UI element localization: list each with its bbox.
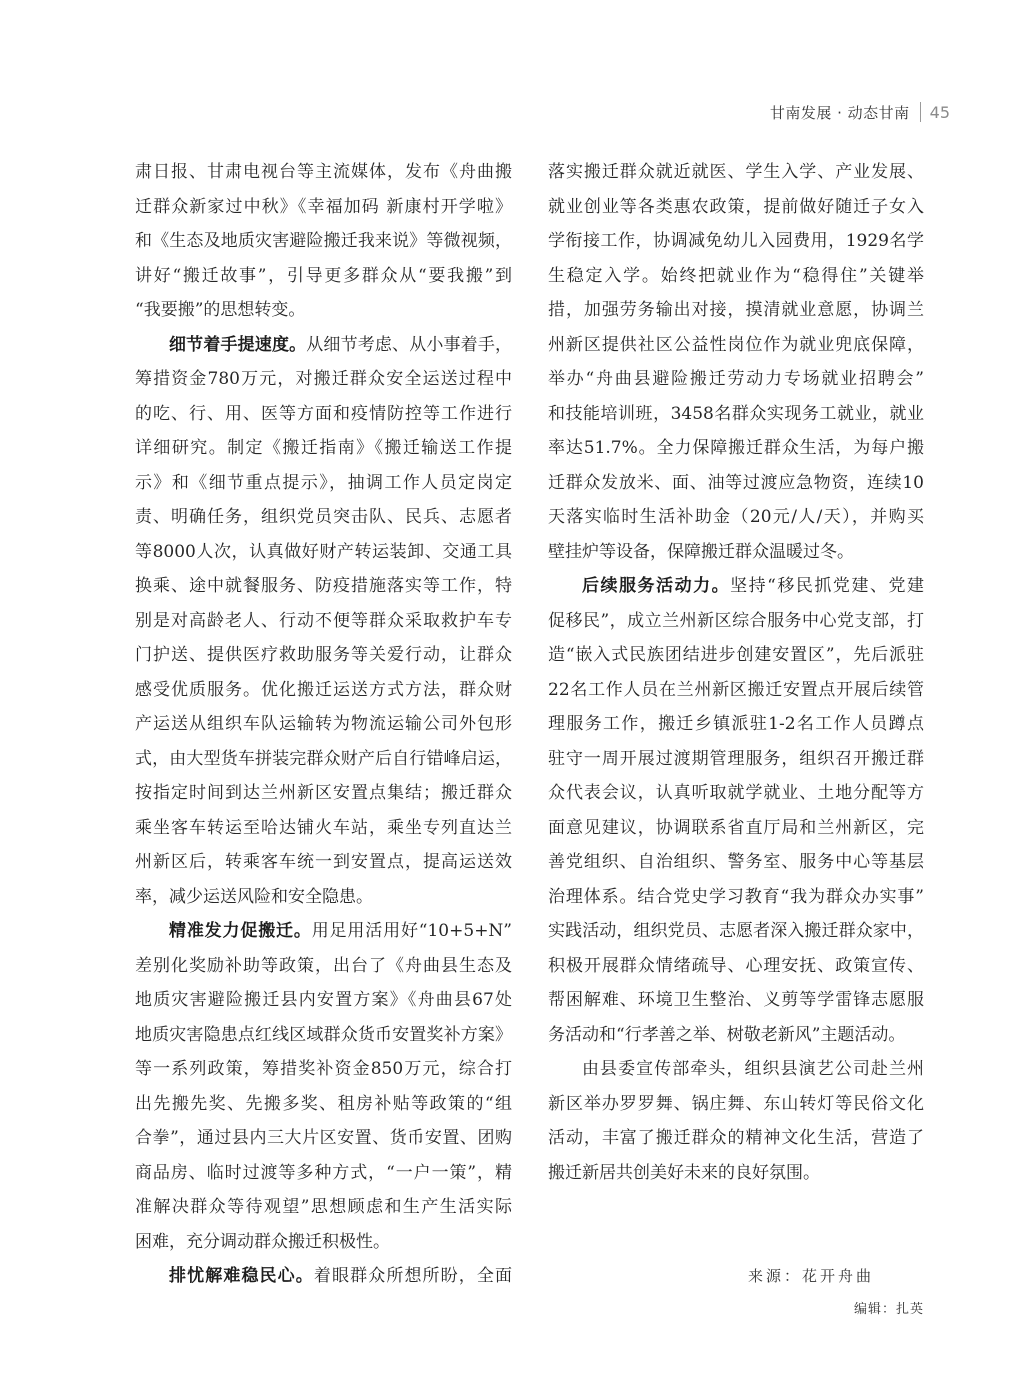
text-line xyxy=(135,500,512,535)
section-heading: 细节着手提速度。 xyxy=(169,334,307,355)
text-line xyxy=(548,1156,924,1191)
line-text: 措，加强劳务输出对接，摸清就业意愿，协调兰 xyxy=(548,300,924,320)
text-line xyxy=(135,1225,512,1260)
line-text: 和《生态及地质灾害避险搬迁我来说》等微视频， xyxy=(135,231,512,251)
line-text: 式，由大型货车拼装完群众财产后自行错峰启运， xyxy=(135,748,512,769)
editor-credit: 编辑：扎英 xyxy=(854,1302,925,1317)
line-text: 面意见建议，协调联系省直厅局和兰州新区，完 xyxy=(548,817,924,838)
section-heading: 排忧解难稳民心。 xyxy=(169,1266,314,1286)
text-line xyxy=(548,466,924,501)
running-header xyxy=(770,100,950,124)
line-text: 驻守一周开展过渡期管理服务，组织召开搬迁群 xyxy=(548,748,924,769)
line-text: 乘坐客车转运至哈达铺火车站，乘坐专列直达兰 xyxy=(135,817,512,838)
source-credit: 来源：花开舟曲 xyxy=(748,1267,875,1285)
text-line xyxy=(548,1087,924,1122)
line-text: 积极开展群众情绪疏导、心理安抚、政策宣传、 xyxy=(548,955,924,976)
line-text: 讲好“搬迁故事”，引导更多群众从“要我搬”到 xyxy=(135,265,512,286)
text-line xyxy=(548,431,924,466)
text-line xyxy=(548,914,924,949)
text-line xyxy=(548,293,924,328)
text-line xyxy=(548,604,924,639)
text-line xyxy=(135,914,512,949)
text-line xyxy=(548,811,924,846)
line-text: 商品房、临时过渡等多种方式，“一户一策”，精 xyxy=(135,1162,512,1183)
text-line xyxy=(135,431,512,466)
line-text: 州新区后，转乘客车统一到安置点，提高运送效 xyxy=(135,852,512,872)
line-text: 迁群众新家过中秋》《幸福加码 新康村开学啦》 xyxy=(135,196,512,217)
text-line xyxy=(548,1121,924,1156)
line-text: 别是对高龄老人、行动不便等群众采取救护车专 xyxy=(135,610,512,631)
text-line xyxy=(135,742,512,777)
text-line xyxy=(135,1052,512,1087)
line-text: 善党组织、自治组织、警务室、服务中心等基层 xyxy=(548,852,924,872)
line-text: 生稳定入学。始终把就业作为“稳得住”关键举 xyxy=(548,265,924,286)
line-text: 筹措资金780万元，对搬迁群众安全运送过程中 xyxy=(135,369,512,389)
line-text: 治理体系。结合党史学习教育“我为群众办实事” xyxy=(548,886,924,907)
line-text: 按指定时间到达兰州新区安置点集结；搬迁群众 xyxy=(135,783,512,803)
text-line xyxy=(548,1052,924,1087)
text-line xyxy=(135,1156,512,1191)
line-text: 产运送从组织车队运输转为物流运输公司外包形 xyxy=(135,714,512,734)
line-text: 实践活动，组织党员、志愿者深入搬迁群众家中， xyxy=(548,921,924,941)
text-line xyxy=(548,983,924,1018)
line-text: 众代表会议，认真听取就学就业、土地分配等方 xyxy=(548,783,924,803)
text-line xyxy=(548,328,924,363)
paragraph xyxy=(135,155,512,328)
text-line xyxy=(548,949,924,984)
line-text: 困难，充分调动群众搬迁积极性。 xyxy=(135,1231,390,1252)
line-text: 的吃、行、用、医等方面和疫情防控等工作进行 xyxy=(135,403,512,424)
text-line xyxy=(135,845,512,880)
line-text: 落实搬迁群众就近就医、学生入学、产业发展、 xyxy=(548,162,924,182)
line-text: 天落实临时生活补助金（20元/人/天），并购买 xyxy=(548,507,924,527)
line-text: 出先搬先奖、先搬多奖、租房补贴等政策的“组 xyxy=(135,1093,512,1114)
text-line xyxy=(548,638,924,673)
text-line xyxy=(135,949,512,984)
line-text: 率达51.7%。全力保障搬迁群众生活，为每户搬 xyxy=(548,438,924,458)
text-line xyxy=(135,604,512,639)
text-line xyxy=(548,259,924,294)
line-text: 新区举办罗罗舞、锅庄舞、东山转灯等民俗文化 xyxy=(548,1093,924,1114)
text-line xyxy=(135,1121,512,1156)
text-line xyxy=(135,362,512,397)
text-line xyxy=(548,362,924,397)
text-line xyxy=(135,535,512,570)
line-text: 22名工作人员在兰州新区搬迁安置点开展后续管 xyxy=(548,679,924,700)
section-heading: 精准发力促搬迁。 xyxy=(169,921,312,941)
line-text: 帮困解难、环境卫生整治、义剪等学雷锋志愿服 xyxy=(548,990,924,1010)
paragraph xyxy=(135,1259,512,1294)
text-line xyxy=(135,638,512,673)
page-number: 45 xyxy=(929,102,950,122)
line-text: 差别化奖励补助等政策，出台了《舟曲县生态及 xyxy=(135,955,512,976)
line-text: “我要搬”的思想转变。 xyxy=(135,300,306,320)
text-line xyxy=(135,880,512,915)
text-line xyxy=(135,1259,512,1294)
text-line xyxy=(135,397,512,432)
line-text: 就业创业等各类惠农政策，提前做好随迁子女入 xyxy=(548,196,924,217)
text-line xyxy=(135,293,512,328)
line-text: 由县委宣传部牵头，组织县演艺公司赴兰州 xyxy=(582,1059,924,1079)
line-text: 准解决群众等待观望”思想顾虑和生产生活实际 xyxy=(135,1197,512,1217)
line-text: 肃日报、甘肃电视台等主流媒体，发布《舟曲搬 xyxy=(135,162,512,182)
text-line xyxy=(135,1087,512,1122)
left-column xyxy=(135,155,512,1294)
text-line xyxy=(548,845,924,880)
text-line xyxy=(548,1018,924,1053)
line-text: 壁挂炉等设备，保障搬迁群众温暖过冬。 xyxy=(548,541,854,562)
line-text: 造“嵌入式民族团结进步创建安置区”，先后派驻 xyxy=(548,645,924,665)
text-line xyxy=(135,190,512,225)
text-line xyxy=(548,535,924,570)
paragraph xyxy=(548,1052,924,1190)
line-text: 地质灾害隐患点红线区域群众货币安置奖补方案》 xyxy=(135,1024,512,1045)
paragraph xyxy=(135,914,512,1259)
line-text: 学衔接工作，协调减免幼儿入园费用，1929名学 xyxy=(548,231,924,251)
line-text: 坚持“移民抓党建、党建 xyxy=(730,576,924,596)
text-line xyxy=(548,707,924,742)
text-line xyxy=(135,569,512,604)
text-line xyxy=(548,776,924,811)
text-line xyxy=(135,1190,512,1225)
line-text: 换乘、途中就餐服务、防疫措施落实等工作，特 xyxy=(135,576,512,596)
line-text: 迁群众发放米、面、油等过渡应急物资，连续10 xyxy=(548,472,924,493)
line-text: 从细节考虑、从小事着手， xyxy=(306,334,513,355)
line-text: 促移民”，成立兰州新区综合服务中心党支部，打 xyxy=(548,610,924,631)
text-line xyxy=(135,224,512,259)
line-text: 搬迁新居共创美好未来的良好氛围。 xyxy=(548,1162,820,1183)
text-line xyxy=(548,500,924,535)
header-section-title: 甘南发展 · 动态甘南 xyxy=(769,103,910,122)
line-text: 责、明确任务，组织党员突击队、民兵、志愿者 xyxy=(135,507,512,527)
text-line xyxy=(548,155,924,190)
line-text: 等一系列政策，筹措奖补资金850万元，综合打 xyxy=(135,1059,512,1079)
line-text: 率，减少运送风险和安全隐患。 xyxy=(135,886,373,907)
line-text: 等8000人次，认真做好财产转运装卸、交通工具 xyxy=(135,541,512,562)
text-line xyxy=(135,811,512,846)
text-line xyxy=(135,1018,512,1053)
line-text: 门护送、提供医疗救助服务等关爱行动，让群众 xyxy=(135,645,512,665)
line-text: 和技能培训班，3458名群众实现务工就业，就业 xyxy=(548,403,924,424)
text-line xyxy=(135,707,512,742)
line-text: 务活动和“行孝善之举、树敬老新风”主题活动。 xyxy=(548,1024,906,1045)
line-text: 举办“舟曲县避险搬迁劳动力专场就业招聘会” xyxy=(548,369,924,389)
text-line xyxy=(135,328,512,363)
text-line xyxy=(135,983,512,1018)
line-text: 着眼群众所想所盼，全面 xyxy=(313,1266,513,1286)
line-text: 示》和《细节重点提示》，抽调工作人员定岗定 xyxy=(135,472,512,493)
paragraph xyxy=(135,328,512,915)
text-line xyxy=(135,673,512,708)
line-text: 感受优质服务。优化搬迁运送方式方法，群众财 xyxy=(135,679,512,700)
section-heading: 后续服务活动力。 xyxy=(582,576,731,596)
line-text: 合拳”，通过县内三大片区安置、货币安置、团购 xyxy=(135,1128,512,1148)
text-line xyxy=(548,742,924,777)
paragraph xyxy=(548,155,924,569)
line-text: 理服务工作，搬迁乡镇派驻1-2名工作人员蹲点 xyxy=(548,714,924,734)
paragraph xyxy=(548,569,924,1052)
text-line xyxy=(548,569,924,604)
line-text: 地质灾害避险搬迁县内安置方案》《舟曲县67处 xyxy=(135,990,512,1010)
text-line xyxy=(548,397,924,432)
line-text: 用足用活用好“10+5+N” xyxy=(311,921,512,941)
text-line xyxy=(135,776,512,811)
line-text: 活动，丰富了搬迁群众的精神文化生活，营造了 xyxy=(548,1128,924,1148)
text-line xyxy=(548,673,924,708)
right-column xyxy=(548,155,924,1190)
line-text: 详细研究。制定《搬迁指南》《搬迁输送工作提 xyxy=(135,438,512,458)
text-line xyxy=(135,466,512,501)
text-line xyxy=(548,224,924,259)
text-line xyxy=(135,259,512,294)
text-line xyxy=(548,190,924,225)
header-divider xyxy=(920,102,921,122)
text-line xyxy=(548,880,924,915)
line-text: 州新区提供社区公益性岗位作为就业兜底保障， xyxy=(548,334,924,355)
text-line xyxy=(135,155,512,190)
